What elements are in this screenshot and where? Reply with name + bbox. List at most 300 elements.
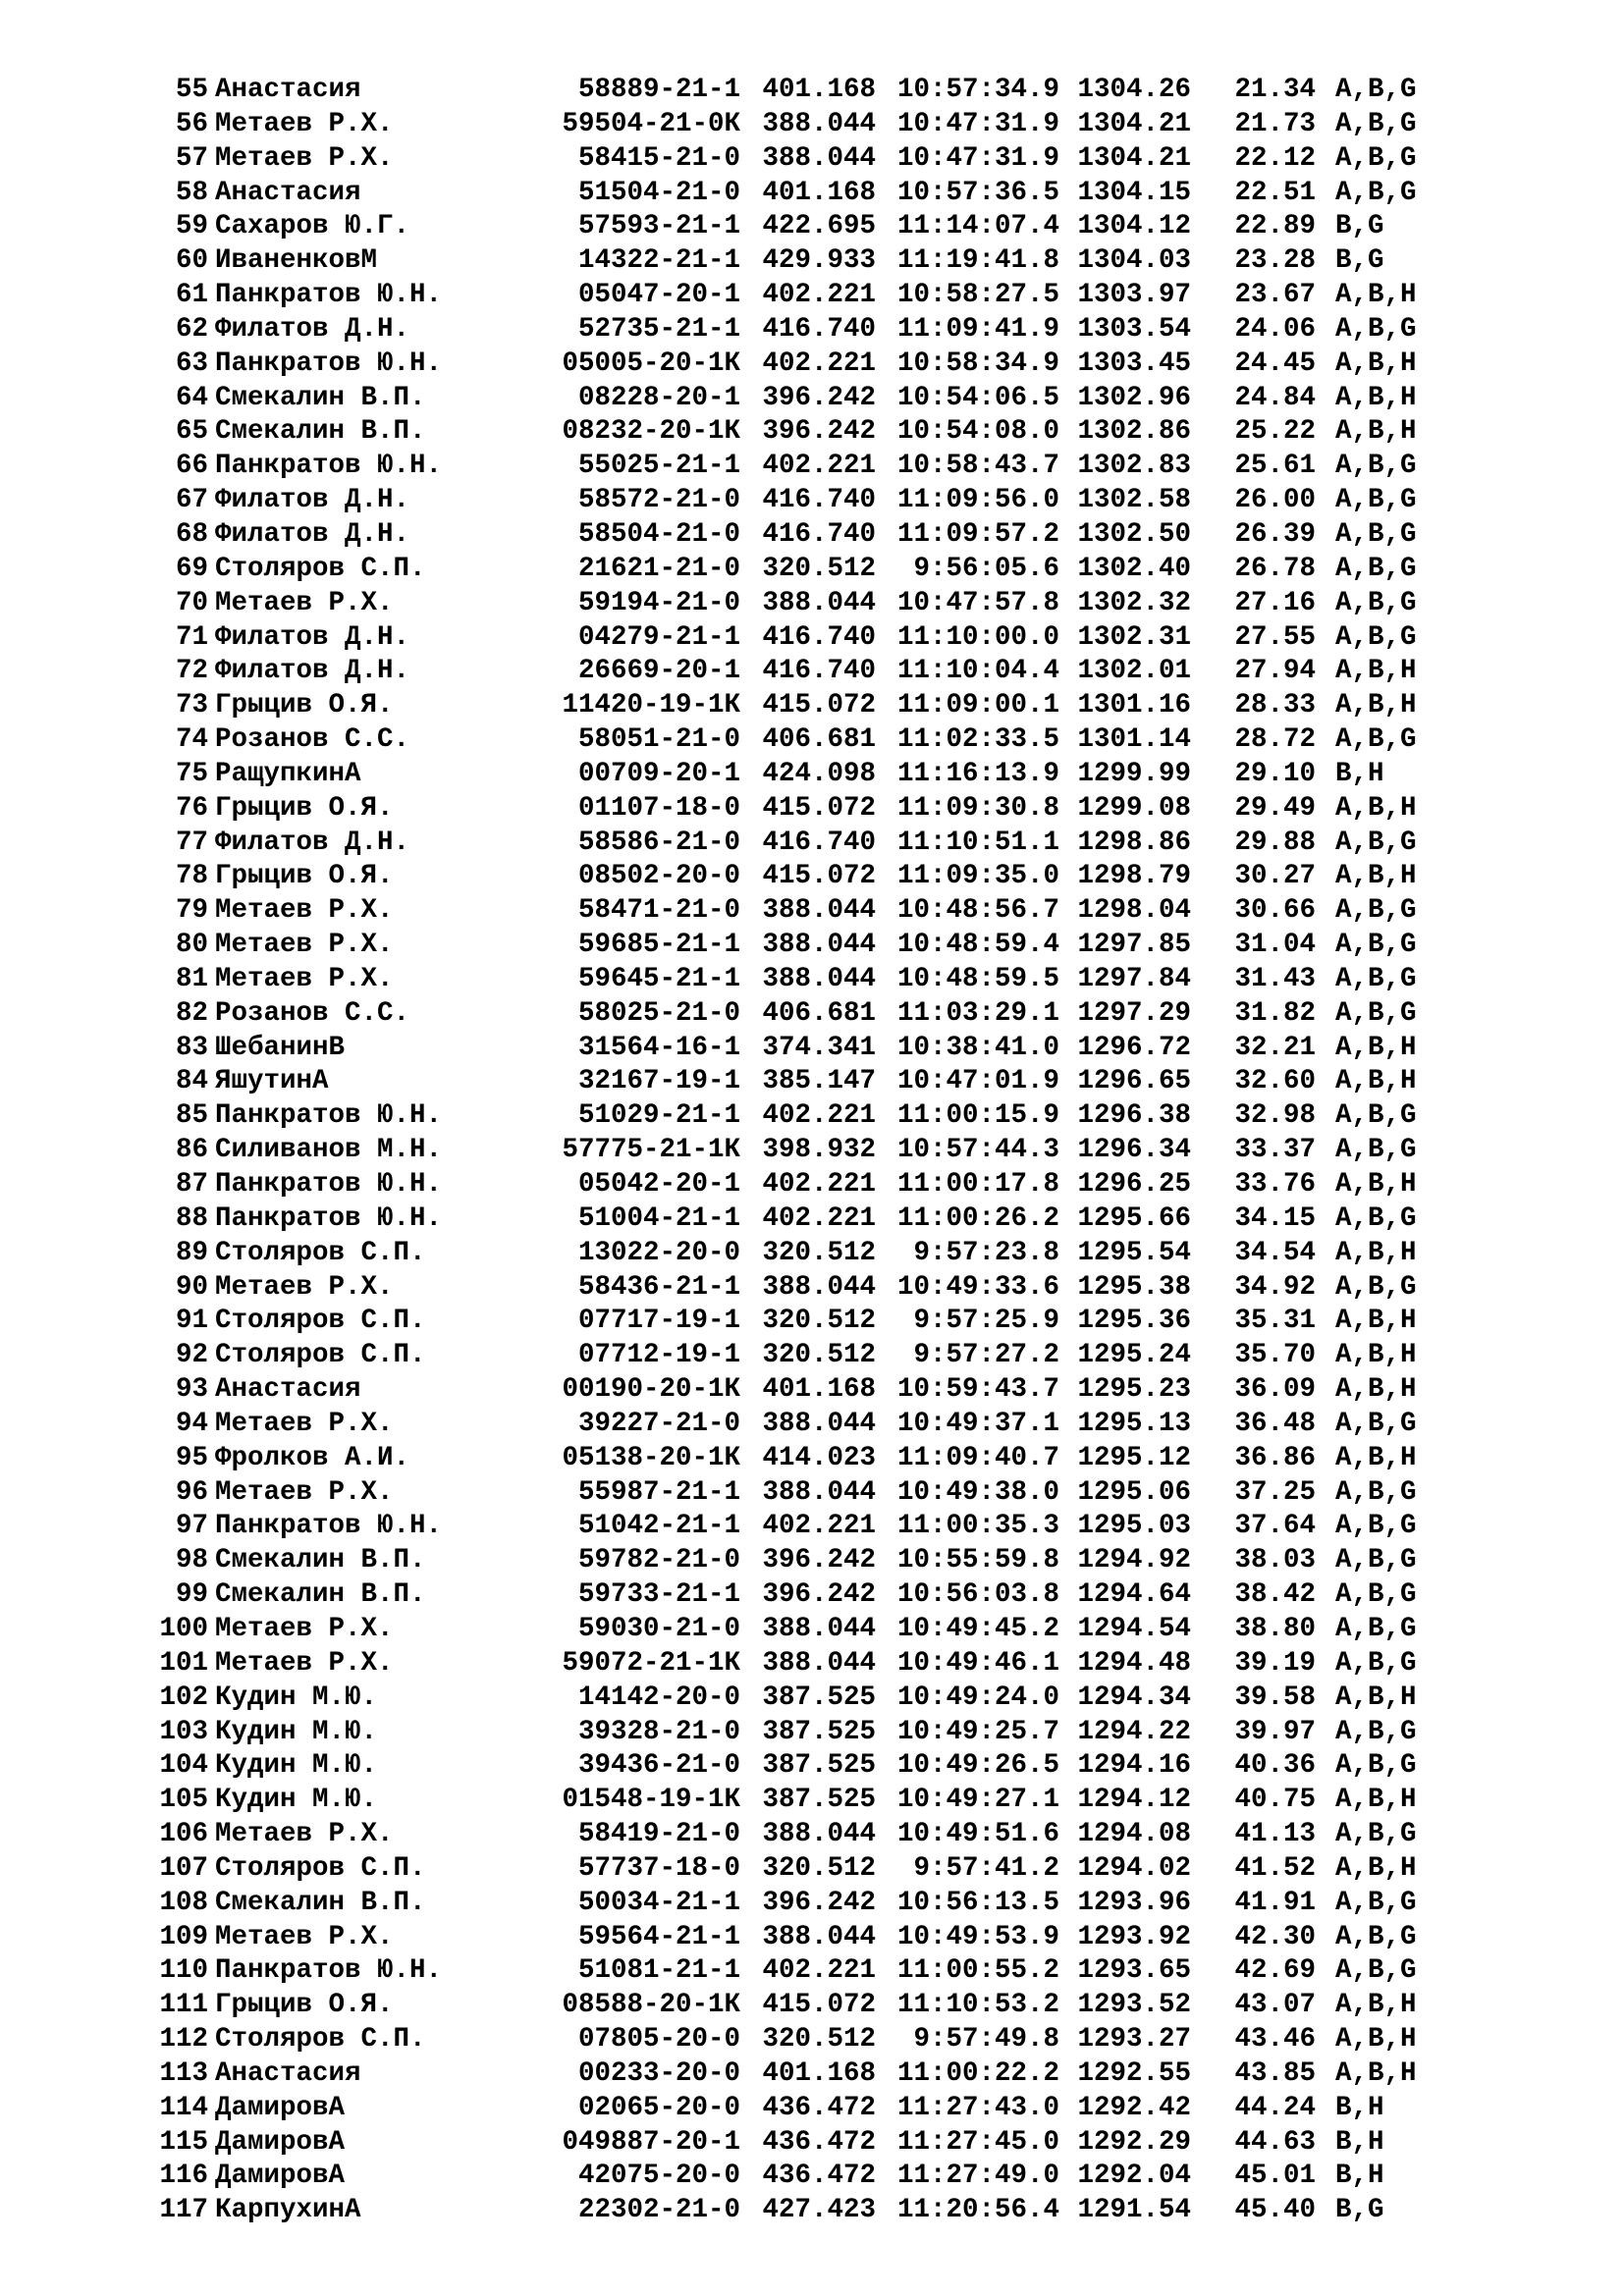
distance-km: 414.023	[762, 1442, 876, 1473]
arrival-time: 9:57:27.2	[913, 1340, 1059, 1371]
section-codes: A,B,G	[1335, 1750, 1417, 1782]
place-number: 60	[175, 245, 208, 277]
table-row	[141, 792, 1536, 827]
arrival-time: 10:58:27.5	[896, 280, 1059, 311]
place-number: 91	[175, 1306, 208, 1337]
fancier-name: Смекалин В.П.	[215, 382, 426, 413]
speed-value: 1294.54	[1077, 1613, 1191, 1644]
fancier-name: Метаев Р.Х.	[215, 895, 394, 927]
ring-number: 58419-21-0	[577, 1819, 740, 1850]
coefficient-value: 22.89	[1234, 211, 1316, 242]
section-codes: A,B,G	[1335, 1579, 1417, 1611]
distance-km: 424.098	[762, 758, 876, 789]
section-codes: A,B,G	[1335, 75, 1417, 105]
ring-number: 55025-21-1	[577, 451, 740, 482]
distance-km: 402.221	[762, 280, 876, 311]
section-codes: A,B,H	[1335, 1442, 1417, 1473]
arrival-time: 10:38:41.0	[896, 1032, 1059, 1063]
coefficient-value: 28.33	[1234, 690, 1316, 721]
section-codes: A,B,H	[1335, 2024, 1417, 2056]
arrival-time: 11:09:30.8	[896, 792, 1059, 824]
arrival-time: 10:56:13.5	[896, 1887, 1059, 1918]
coefficient-value: 33.76	[1234, 1169, 1316, 1200]
arrival-time: 11:00:15.9	[896, 1100, 1059, 1132]
speed-value: 1295.23	[1077, 1374, 1191, 1406]
section-codes: A,B,G	[1335, 1955, 1417, 1987]
arrival-time: 9:57:41.2	[913, 1852, 1059, 1884]
coefficient-value: 39.19	[1234, 1647, 1316, 1679]
arrival-time: 10:57:34.9	[896, 75, 1059, 105]
arrival-time: 9:56:05.6	[913, 553, 1059, 584]
section-codes: A,B,G	[1335, 1819, 1417, 1850]
ring-number: 58471-21-0	[577, 895, 740, 927]
ring-number: 57593-21-1	[577, 211, 740, 242]
distance-km: 402.221	[762, 1511, 876, 1542]
distance-km: 396.242	[762, 1545, 876, 1576]
ring-number: 59782-21-0	[577, 1545, 740, 1576]
arrival-time: 10:48:59.5	[896, 963, 1059, 994]
section-codes: A,B,G	[1335, 313, 1417, 345]
arrival-time: 10:49:37.1	[896, 1408, 1059, 1439]
coefficient-value: 23.28	[1234, 245, 1316, 277]
fancier-name: Метаев Р.Х.	[215, 1921, 394, 1952]
table-row	[141, 1442, 1536, 1476]
fancier-name: ИваненковМ	[215, 245, 378, 277]
ring-number: 07805-20-0	[577, 2024, 740, 2056]
fancier-name: ДамировА	[215, 2161, 346, 2192]
speed-value: 1295.12	[1077, 1442, 1191, 1473]
ring-number: 55987-21-1	[577, 1476, 740, 1508]
distance-km: 320.512	[762, 2024, 876, 2056]
speed-value: 1294.48	[1077, 1647, 1191, 1679]
section-codes: A,B,G	[1335, 1511, 1417, 1542]
speed-value: 1292.42	[1077, 2092, 1191, 2123]
speed-value: 1304.03	[1077, 245, 1191, 277]
fancier-name: Фролков А.И.	[215, 1442, 410, 1473]
table-row	[141, 1134, 1536, 1168]
table-row	[141, 2023, 1536, 2057]
section-codes: A,B,H	[1335, 416, 1417, 448]
place-number: 72	[175, 656, 208, 687]
fancier-name: Метаев Р.Х.	[215, 108, 394, 139]
ring-number: 05047-20-1	[577, 280, 740, 311]
arrival-time: 9:57:49.8	[913, 2024, 1059, 2056]
section-codes: A,B,H	[1335, 1066, 1417, 1097]
section-codes: A,B,G	[1335, 177, 1417, 208]
arrival-time: 11:19:41.8	[896, 245, 1059, 277]
speed-value: 1301.14	[1077, 724, 1191, 756]
section-codes: A,B,G	[1335, 1716, 1417, 1747]
table-row	[141, 1202, 1536, 1237]
fancier-name: Анастасия	[215, 2057, 361, 2089]
ring-number: 04279-21-1	[577, 621, 740, 653]
table-row	[141, 758, 1536, 792]
coefficient-value: 29.10	[1234, 758, 1316, 789]
fancier-name: Столяров С.П.	[215, 553, 426, 584]
arrival-time: 11:00:35.3	[896, 1511, 1059, 1542]
place-number: 98	[175, 1545, 208, 1576]
place-number: 88	[175, 1202, 208, 1234]
coefficient-value: 41.52	[1234, 1852, 1316, 1884]
ring-number: 01548-19-1К	[562, 1785, 740, 1816]
place-number: 68	[175, 518, 208, 550]
section-codes: A,B,H	[1335, 1990, 1417, 2021]
speed-value: 1293.27	[1077, 2024, 1191, 2056]
distance-km: 402.221	[762, 1100, 876, 1132]
distance-km: 388.044	[762, 1476, 876, 1508]
arrival-time: 11:09:35.0	[896, 861, 1059, 892]
coefficient-value: 36.09	[1234, 1374, 1316, 1406]
speed-value: 1293.96	[1077, 1887, 1191, 1918]
table-row	[141, 1716, 1536, 1750]
arrival-time: 10:47:31.9	[896, 108, 1059, 139]
place-number: 112	[159, 2024, 208, 2056]
arrival-time: 11:09:41.9	[896, 313, 1059, 345]
fancier-name: Грыцив О.Я.	[215, 1990, 394, 2021]
ring-number: 31564-16-1	[577, 1032, 740, 1063]
coefficient-value: 21.34	[1234, 75, 1316, 105]
fancier-name: ШебанинВ	[215, 1032, 346, 1063]
coefficient-value: 26.39	[1234, 518, 1316, 550]
distance-km: 422.695	[762, 211, 876, 242]
ring-number: 05138-20-1К	[562, 1442, 740, 1473]
table-row	[141, 2126, 1536, 2161]
fancier-name: Анастасия	[215, 177, 361, 208]
coefficient-value: 25.61	[1234, 451, 1316, 482]
distance-km: 416.740	[762, 518, 876, 550]
fancier-name: Филатов Д.Н.	[215, 313, 410, 345]
coefficient-value: 30.27	[1234, 861, 1316, 892]
section-codes: A,B,G	[1335, 108, 1417, 139]
speed-value: 1293.65	[1077, 1955, 1191, 1987]
ring-number: 59733-21-1	[577, 1579, 740, 1611]
table-row	[141, 1749, 1536, 1784]
section-codes: A,B,G	[1335, 1613, 1417, 1644]
section-codes: A,B,H	[1335, 382, 1417, 413]
fancier-name: Сахаров Ю.Г.	[215, 211, 410, 242]
table-row	[141, 1647, 1536, 1682]
coefficient-value: 45.40	[1234, 2195, 1316, 2226]
distance-km: 320.512	[762, 1852, 876, 1884]
speed-value: 1293.92	[1077, 1921, 1191, 1952]
ring-number: 39436-21-0	[577, 1750, 740, 1782]
distance-km: 387.525	[762, 1750, 876, 1782]
results-list	[141, 74, 1536, 2228]
place-number: 89	[175, 1237, 208, 1268]
ring-number: 51081-21-1	[577, 1955, 740, 1987]
coefficient-value: 22.51	[1234, 177, 1316, 208]
section-codes: A,B,G	[1335, 518, 1417, 550]
speed-value: 1294.34	[1077, 1682, 1191, 1713]
distance-km: 388.044	[762, 963, 876, 994]
ring-number: 049887-20-1	[562, 2126, 740, 2158]
coefficient-value: 23.67	[1234, 280, 1316, 311]
distance-km: 388.044	[762, 142, 876, 174]
ring-number: 57737-18-0	[577, 1852, 740, 1884]
speed-value: 1296.38	[1077, 1100, 1191, 1132]
arrival-time: 10:47:31.9	[896, 142, 1059, 174]
ring-number: 52735-21-1	[577, 313, 740, 345]
arrival-time: 10:49:38.0	[896, 1476, 1059, 1508]
section-codes: A,B,G	[1335, 1887, 1417, 1918]
place-number: 93	[175, 1374, 208, 1406]
place-number: 65	[175, 416, 208, 448]
table-row	[141, 142, 1536, 177]
table-row	[141, 1818, 1536, 1852]
section-codes: A,B,H	[1335, 280, 1417, 311]
place-number: 103	[159, 1716, 208, 1747]
distance-km: 401.168	[762, 177, 876, 208]
section-codes: A,B,G	[1335, 724, 1417, 756]
arrival-time: 11:00:55.2	[896, 1955, 1059, 1987]
arrival-time: 11:09:00.1	[896, 690, 1059, 721]
distance-km: 402.221	[762, 347, 876, 379]
speed-value: 1302.40	[1077, 553, 1191, 584]
fancier-name: Кудин М.Ю.	[215, 1716, 378, 1747]
arrival-time: 10:49:45.2	[896, 1613, 1059, 1644]
place-number: 59	[175, 211, 208, 242]
speed-value: 1291.54	[1077, 2195, 1191, 2226]
coefficient-value: 36.48	[1234, 1408, 1316, 1439]
place-number: 106	[159, 1819, 208, 1850]
coefficient-value: 28.72	[1234, 724, 1316, 756]
table-row	[141, 1408, 1536, 1442]
speed-value: 1296.72	[1077, 1032, 1191, 1063]
fancier-name: Розанов С.С.	[215, 724, 410, 756]
arrival-time: 11:00:26.2	[896, 1202, 1059, 1234]
distance-km: 401.168	[762, 2057, 876, 2089]
distance-km: 401.168	[762, 1374, 876, 1406]
section-codes: A,B,H	[1335, 690, 1417, 721]
ring-number: 00709-20-1	[577, 758, 740, 789]
ring-number: 59685-21-1	[577, 930, 740, 961]
speed-value: 1295.66	[1077, 1202, 1191, 1234]
place-number: 117	[159, 2195, 208, 2226]
ring-number: 05005-20-1К	[562, 347, 740, 379]
arrival-time: 9:57:25.9	[913, 1306, 1059, 1337]
coefficient-value: 29.49	[1234, 792, 1316, 824]
coefficient-value: 41.91	[1234, 1887, 1316, 1918]
ring-number: 21621-21-0	[577, 553, 740, 584]
section-codes: A,B,G	[1335, 142, 1417, 174]
section-codes: A,B,H	[1335, 1852, 1417, 1884]
arrival-time: 10:49:46.1	[896, 1647, 1059, 1679]
distance-km: 402.221	[762, 451, 876, 482]
ring-number: 58051-21-0	[577, 724, 740, 756]
arrival-time: 11:27:43.0	[896, 2092, 1059, 2123]
arrival-time: 10:47:57.8	[896, 587, 1059, 618]
coefficient-value: 34.54	[1234, 1237, 1316, 1268]
speed-value: 1304.26	[1077, 75, 1191, 105]
ring-number: 50034-21-1	[577, 1887, 740, 1918]
table-row	[141, 1682, 1536, 1716]
fancier-name: Метаев Р.Х.	[215, 1613, 394, 1644]
ring-number: 07717-19-1	[577, 1306, 740, 1337]
coefficient-value: 24.45	[1234, 347, 1316, 379]
place-number: 110	[159, 1955, 208, 1987]
coefficient-value: 33.37	[1234, 1135, 1316, 1166]
coefficient-value: 42.30	[1234, 1921, 1316, 1952]
table-row	[141, 1065, 1536, 1099]
place-number: 66	[175, 451, 208, 482]
speed-value: 1302.50	[1077, 518, 1191, 550]
table-row	[141, 177, 1536, 211]
fancier-name: ДамировА	[215, 2092, 346, 2123]
coefficient-value: 26.00	[1234, 485, 1316, 516]
distance-km: 388.044	[762, 1271, 876, 1303]
table-row	[141, 347, 1536, 382]
distance-km: 401.168	[762, 75, 876, 105]
fancier-name: Метаев Р.Х.	[215, 930, 394, 961]
place-number: 109	[159, 1921, 208, 1952]
table-row	[141, 2092, 1536, 2126]
table-row	[141, 587, 1536, 621]
section-codes: A,B,G	[1335, 1408, 1417, 1439]
ring-number: 26669-20-1	[577, 656, 740, 687]
distance-km: 429.933	[762, 245, 876, 277]
arrival-time: 10:58:43.7	[896, 451, 1059, 482]
ring-number: 14142-20-0	[577, 1682, 740, 1713]
arrival-time: 11:27:45.0	[896, 2126, 1059, 2158]
table-row	[141, 1032, 1536, 1066]
table-row	[141, 997, 1536, 1032]
arrival-time: 10:59:43.7	[896, 1374, 1059, 1406]
coefficient-value: 37.64	[1234, 1511, 1316, 1542]
fancier-name: Панкратов Ю.Н.	[215, 347, 443, 379]
place-number: 71	[175, 621, 208, 653]
speed-value: 1302.31	[1077, 621, 1191, 653]
distance-km: 415.072	[762, 861, 876, 892]
place-number: 101	[159, 1647, 208, 1679]
section-codes: A,B,G	[1335, 1476, 1417, 1508]
arrival-time: 11:27:49.0	[896, 2161, 1059, 2192]
ring-number: 59072-21-1К	[562, 1647, 740, 1679]
section-codes: A,B,G	[1335, 451, 1417, 482]
coefficient-value: 43.46	[1234, 2024, 1316, 2056]
ring-number: 58504-21-0	[577, 518, 740, 550]
speed-value: 1296.25	[1077, 1169, 1191, 1200]
ring-number: 08228-20-1	[577, 382, 740, 413]
arrival-time: 9:57:23.8	[913, 1237, 1059, 1268]
ring-number: 22302-21-0	[577, 2195, 740, 2226]
fancier-name: Столяров С.П.	[215, 1237, 426, 1268]
table-row	[141, 894, 1536, 929]
ring-number: 00190-20-1К	[562, 1374, 740, 1406]
coefficient-value: 32.60	[1234, 1066, 1316, 1097]
distance-km: 396.242	[762, 416, 876, 448]
place-number: 56	[175, 108, 208, 139]
fancier-name: Кудин М.Ю.	[215, 1785, 378, 1816]
arrival-time: 11:10:53.2	[896, 1990, 1059, 2021]
speed-value: 1303.45	[1077, 347, 1191, 379]
speed-value: 1296.65	[1077, 1066, 1191, 1097]
coefficient-value: 42.69	[1234, 1955, 1316, 1987]
speed-value: 1302.32	[1077, 587, 1191, 618]
fancier-name: Панкратов Ю.Н.	[215, 1955, 443, 1987]
section-codes: A,B,G	[1335, 1135, 1417, 1166]
distance-km: 415.072	[762, 1990, 876, 2021]
distance-km: 387.525	[762, 1785, 876, 1816]
distance-km: 436.472	[762, 2126, 876, 2158]
speed-value: 1304.15	[1077, 177, 1191, 208]
place-number: 108	[159, 1887, 208, 1918]
fancier-name: Грыцив О.Я.	[215, 861, 394, 892]
fancier-name: Филатов Д.Н.	[215, 656, 410, 687]
speed-value: 1295.24	[1077, 1340, 1191, 1371]
section-codes: A,B,H	[1335, 1785, 1417, 1816]
place-number: 86	[175, 1135, 208, 1166]
table-row	[141, 313, 1536, 347]
fancier-name: Столяров С.П.	[215, 1852, 426, 1884]
place-number: 57	[175, 142, 208, 174]
coefficient-value: 35.31	[1234, 1306, 1316, 1337]
ring-number: 01107-18-0	[577, 792, 740, 824]
table-row	[141, 518, 1536, 553]
coefficient-value: 38.42	[1234, 1579, 1316, 1611]
distance-km: 402.221	[762, 1955, 876, 1987]
arrival-time: 11:10:00.0	[896, 621, 1059, 653]
place-number: 62	[175, 313, 208, 345]
ring-number: 05042-20-1	[577, 1169, 740, 1200]
speed-value: 1295.03	[1077, 1511, 1191, 1542]
fancier-name: РащупкинА	[215, 758, 361, 789]
fancier-name: Силиванов М.Н.	[215, 1135, 443, 1166]
coefficient-value: 41.13	[1234, 1819, 1316, 1850]
arrival-time: 11:03:29.1	[896, 997, 1059, 1029]
place-number: 78	[175, 861, 208, 892]
ring-number: 39227-21-0	[577, 1408, 740, 1439]
fancier-name: Метаев Р.Х.	[215, 1408, 394, 1439]
arrival-time: 10:56:03.8	[896, 1579, 1059, 1611]
section-codes: A,B,G	[1335, 930, 1417, 961]
distance-km: 416.740	[762, 827, 876, 858]
arrival-time: 11:09:40.7	[896, 1442, 1059, 1473]
ring-number: 59504-21-0К	[562, 108, 740, 139]
speed-value: 1299.99	[1077, 758, 1191, 789]
speed-value: 1302.58	[1077, 485, 1191, 516]
place-number: 92	[175, 1340, 208, 1371]
fancier-name: Анастасия	[215, 75, 361, 105]
place-number: 99	[175, 1579, 208, 1611]
arrival-time: 11:00:17.8	[896, 1169, 1059, 1200]
coefficient-value: 40.36	[1234, 1750, 1316, 1782]
coefficient-value: 35.70	[1234, 1340, 1316, 1371]
section-codes: A,B,H	[1335, 792, 1417, 824]
coefficient-value: 21.73	[1234, 108, 1316, 139]
distance-km: 436.472	[762, 2092, 876, 2123]
arrival-time: 10:55:59.8	[896, 1545, 1059, 1576]
table-row	[141, 382, 1536, 416]
fancier-name: Смекалин В.П.	[215, 1545, 426, 1576]
distance-km: 387.525	[762, 1682, 876, 1713]
speed-value: 1297.85	[1077, 930, 1191, 961]
speed-value: 1304.12	[1077, 211, 1191, 242]
fancier-name: Грыцив О.Я.	[215, 792, 394, 824]
arrival-time: 11:16:13.9	[896, 758, 1059, 789]
speed-value: 1293.52	[1077, 1990, 1191, 2021]
ring-number: 58889-21-1	[577, 75, 740, 105]
table-row	[141, 1339, 1536, 1373]
coefficient-value: 44.24	[1234, 2092, 1316, 2123]
fancier-name: Панкратов Ю.Н.	[215, 1100, 443, 1132]
speed-value: 1294.22	[1077, 1716, 1191, 1747]
arrival-time: 10:49:24.0	[896, 1682, 1059, 1713]
distance-km: 320.512	[762, 1340, 876, 1371]
coefficient-value: 31.43	[1234, 963, 1316, 994]
speed-value: 1303.97	[1077, 280, 1191, 311]
ring-number: 58436-21-1	[577, 1271, 740, 1303]
fancier-name: Филатов Д.Н.	[215, 827, 410, 858]
